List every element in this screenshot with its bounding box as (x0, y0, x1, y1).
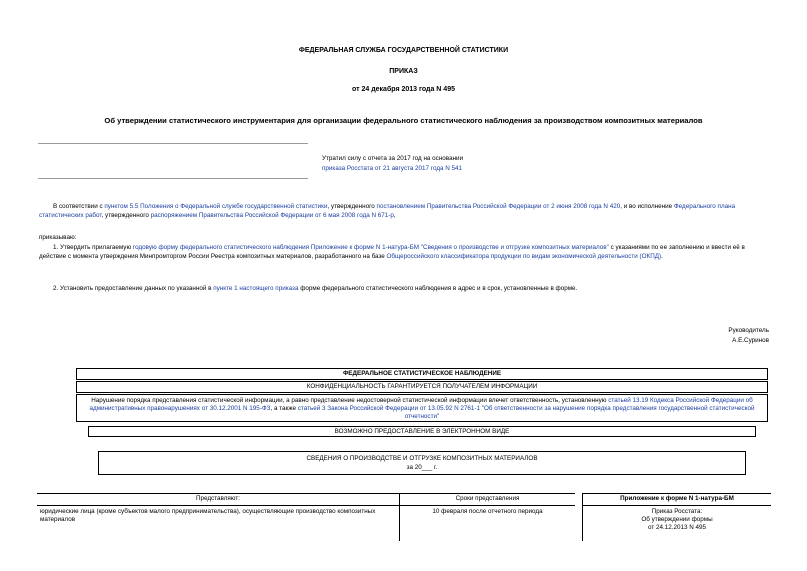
inline-link[interactable]: Общероссийского классификатора продукции по видам экономической деятельности (ОКПД) (386, 253, 662, 260)
signature-role: Руководитель (728, 327, 769, 334)
appendix-line-1: Приказ Росстата: (651, 508, 703, 515)
table-header-deadline: Сроки представления (400, 494, 575, 506)
order-word: приказываю: (39, 234, 77, 241)
confidential-box: КОНФИДЕНЦИАЛЬНОСТЬ ГАРАНТИРУЕТСЯ ПОЛУЧАТЕЛЕМ ИНФОРМАЦИИ (76, 381, 768, 393)
report-year: за 20___ г. (406, 464, 438, 471)
table-cell-deadline: 10 февраля после отчетного периода (432, 508, 543, 515)
inline-text: 1. Утвердить прилагаемую (53, 244, 133, 251)
inline-text: , а также (270, 405, 298, 412)
inline-text: 2. Установить предоставление данных по указанной в (53, 285, 214, 292)
table-cell-appendix (583, 506, 771, 532)
inline-text: Нарушение порядка представления статистической информации, а равно представление недостоверной статистической информации влечет ответственность, установленную (91, 397, 609, 404)
divider-bottom (38, 178, 308, 179)
inline-text: форме федерального статистического наблюдения в адрес и в срок, установленные в форме. (298, 285, 578, 292)
table-col-appendix (582, 493, 771, 541)
inline-link[interactable]: статьей 13.19 Кодекса Российской Федерации об административных правонарушениях от 30.12.2001 N 195-ФЗ (89, 397, 753, 412)
inline-text: , утвержденного (327, 203, 377, 210)
inline-text: В соответствии с (53, 203, 105, 210)
status-note-line1: Утратил силу с отчета за 2017 год на основании (322, 155, 464, 162)
table-header-appendix: Приложение к форме N 1-натура-БМ (583, 494, 771, 506)
inline-text: , утвержденного (101, 212, 151, 219)
report-title: СВЕДЕНИЯ О ПРОИЗВОДСТВЕ И ОТГРУЗКЕ КОМПОЗИТНЫХ МАТЕРИАЛОВ (306, 455, 538, 462)
paragraph-item-2 (39, 284, 769, 293)
doc-date-number: от 24 декабря 2013 года N 495 (352, 86, 455, 93)
electronic-box: ВОЗМОЖНО ПРЕДОСТАВЛЕНИЕ В ЭЛЕКТРОННОМ ВИДЕ (88, 426, 756, 437)
inline-link[interactable]: пунктом 5.5 Положения о Федеральной службе государственной статистики (104, 203, 328, 210)
inline-text: с указаниями по ее заполнению и ввести её в действие с момента утверждения Минпромторгом России Реестра композитных материалов, разработанного на базе (39, 244, 745, 260)
appendix-line-2: Об утверждении формы (641, 516, 713, 523)
inline-link[interactable]: пункте 1 настоящего приказа (213, 285, 299, 292)
inline-link[interactable]: статьей 3 Закона Российской Федерации от 13.05.92 N 2761-1 "Об ответственности за нарушение порядка представления государственной статистической отчетности" (297, 405, 755, 420)
report-title-box (98, 451, 746, 475)
signature-name: А.Е.Суринов (732, 337, 769, 344)
doc-title: Об утверждении статистического инструментария для организации федерального статистического наблюдения за производством композитных материалов (104, 116, 703, 125)
table-header-submit: Представляют: (37, 494, 399, 506)
agency-name: ФЕДЕРАЛЬНАЯ СЛУЖБА ГОСУДАРСТВЕННОЙ СТАТИСТИКИ (298, 47, 509, 54)
inline-link[interactable]: распоряжением Правительства Российской Федерации от 6 мая 2008 года N 671-р (150, 212, 394, 219)
fed-observation-box: ФЕДЕРАЛЬНОЕ СТАТИСТИЧЕСКОЕ НАБЛЮДЕНИЕ (76, 368, 768, 380)
inline-link[interactable]: постановлением Правительства Российской Федерации от 2 июня 2008 года N 420 (376, 203, 621, 210)
paragraph-item-1 (39, 243, 769, 261)
paragraph-basis (39, 202, 769, 220)
doc-type: ПРИКАЗ (389, 68, 418, 75)
warning-box (76, 394, 768, 422)
status-note-link[interactable]: приказа Росстата от 21 августа 2017 года N 541 (322, 165, 463, 172)
table-col-submit (37, 493, 400, 541)
inline-text: . (661, 253, 663, 260)
inline-link[interactable]: Федерального плана статистических работ (39, 203, 736, 219)
inline-link[interactable]: годовую форму федерального статистического наблюдения Приложение к форме N 1-натура-БМ "Сведения о производстве и отгрузке композитных материалов" (132, 244, 609, 251)
divider-top (38, 143, 308, 144)
table-cell-submit: юридические лица (кроме субъектов малого предпринимательства), осуществляющие производство композитных материалов (40, 508, 376, 523)
table-col-deadline (400, 493, 575, 541)
inline-text: , (393, 212, 396, 219)
inline-text: , и во исполнение (620, 203, 674, 210)
appendix-line-3: от 24.12.2013 N 495 (647, 524, 707, 531)
